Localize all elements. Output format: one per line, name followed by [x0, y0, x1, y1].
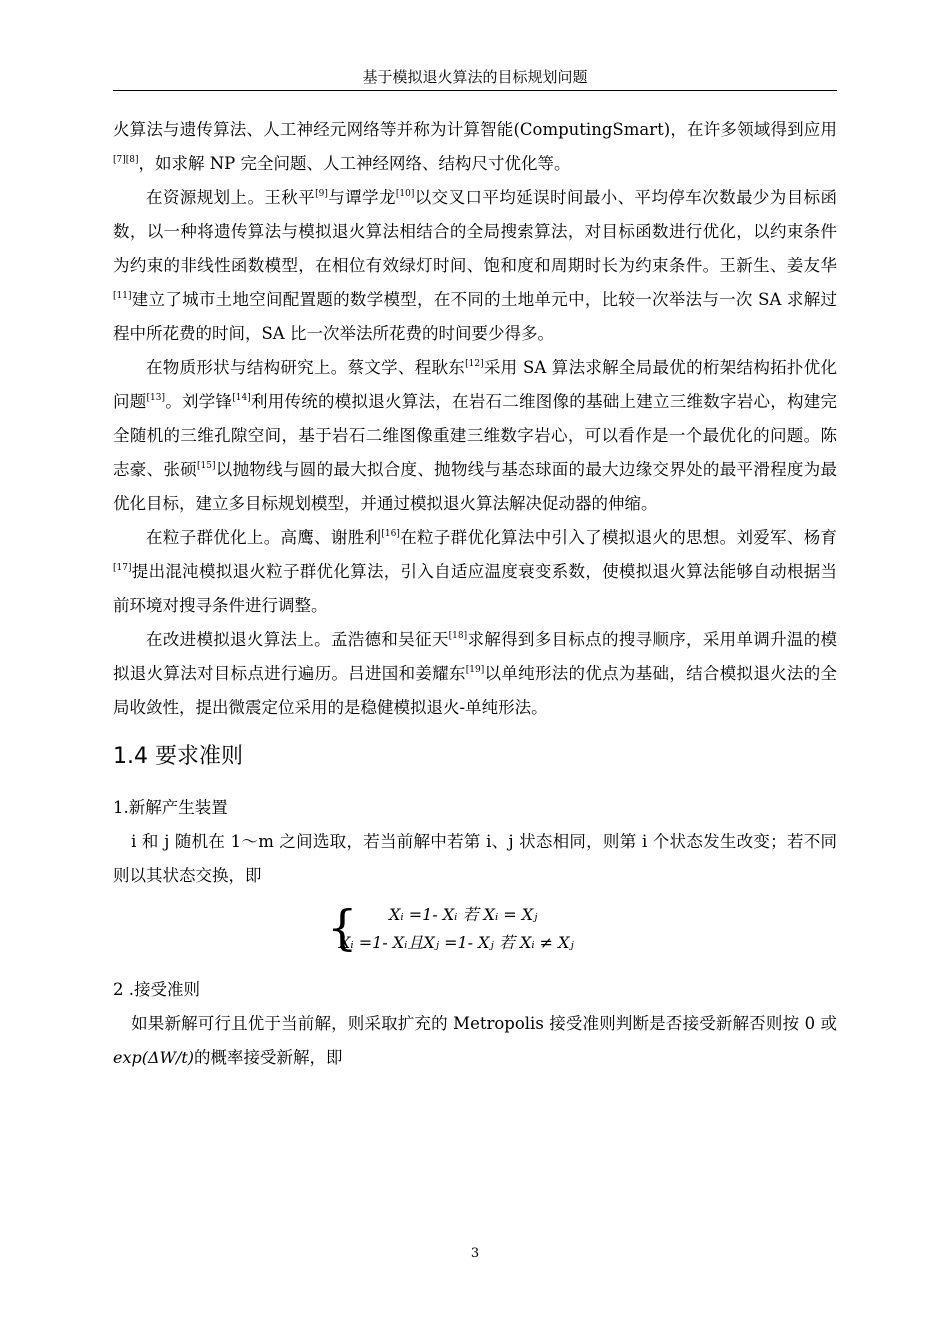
paragraph-text: 以抛物线与圆的最大拟合度、抛物线与基态球面的最大边缘交界处的最平滑程度为最优化目标，建立多目标规划模型，并通过模拟退火算法解决促动器的伸缩。 [113, 460, 838, 513]
page-number: 3 [470, 1246, 480, 1261]
paragraph-text: 在粒子群优化上。高鹰、谢胜利 [146, 528, 382, 547]
running-header: 基于模拟退火算法的目标规划问题 [362, 68, 588, 86]
formula-line-2: Xᵢ =1- Xᵢ且Xⱼ =1- Xⱼ 若 Xᵢ ≠ Xⱼ [339, 933, 574, 952]
citation: [18] [448, 631, 468, 641]
paragraph-text: 的概率接受新解，即 [194, 1048, 343, 1067]
paragraph-intro [113, 113, 837, 181]
paragraph-text: 求解得到多目标点的搜寻顺序，采用单调升温的模拟退火算法对目标点进行遍历。吕进国和姜耀东 [113, 630, 838, 683]
paragraph-resource-planning [113, 181, 837, 351]
citation: [7][8] [113, 155, 139, 165]
paragraph-text: 以单纯形法的优点为基础，结合模拟退火法的全局收敛性，提出微震定位采用的是稳健模拟退火-单纯形法。 [113, 664, 838, 717]
formula-line-1: Xᵢ =1- Xᵢ 若 Xᵢ = Xⱼ [389, 905, 538, 924]
citation: [14] [232, 393, 251, 403]
paragraph-text: 建立了城市土地空间配置题的数学模型，在不同的土地单元中，比较一次举法与一次 SA 求解过程中所花费的时间，SA 比一次举法所花费的时间要少得多。 [113, 290, 837, 343]
citation: [12] [465, 359, 484, 369]
citation: [11] [113, 291, 132, 301]
citation: [16] [381, 529, 400, 539]
item-title-new-solution: 1.新解产生装置 [113, 798, 228, 817]
paragraph-particle-swarm [113, 521, 837, 623]
paragraph-text: 提出混沌模拟退火粒子群优化算法，引入自适应温度衰变系数，使模拟退火算法能够自动根据当前环境对搜寻条件进行调整。 [113, 562, 837, 615]
citation: [13] [146, 393, 165, 403]
paragraph-improved-sa [113, 623, 837, 725]
item-title-acceptance: 2 .接受准则 [113, 980, 200, 999]
header-rule [113, 90, 837, 91]
paragraph-text: 与谭学龙 [327, 188, 396, 207]
paragraph-text: 以交叉口平均延误时间最小、平均停车次数最少为目标函数，以一种将遗传算法与模拟退火算法相结合的全局搜索算法，对目标函数进行优化，以约束条件为约束的非线性函数模型，在相位有效绿灯时间、饱和度和周期时长为约束条件。王新生、姜友华 [113, 188, 838, 275]
document-body [113, 113, 837, 1075]
citation: [9] [315, 189, 328, 199]
paragraph-text: 利用传统的模拟退火算法，在岩石二维图像的基础上建立三维数字岩心，构建完全随机的三维孔隙空间，基于岩石二维图像重建三维数字岩心，可以看作是一个最优化的问题。陈志豪、张硕 [113, 392, 838, 479]
paragraph-material-structure [113, 351, 837, 521]
paragraph-text: 火算法与遗传算法、人工神经元网络等并称为计算智能(ComputingSmart)，在许多领域得到应用 [113, 120, 837, 139]
formula-brace: { [327, 900, 358, 956]
paragraph-text: 在改进模拟退火算法上。孟浩德和吴征天 [146, 630, 449, 649]
item-text-new-solution: i 和 j 随机在 1～m 之间选取，若当前解中若第 i、j 状态相同，则第 i 个状态发生改变；若不同则以其状态交换，即 [113, 832, 837, 885]
section-heading: 1.4 要求准则 [113, 744, 243, 769]
paragraph-text: 如果新解可行且优于当前解，则采取扩充的 Metropolis 接受准则判断是否接受新解否则按 0 或 [131, 1014, 837, 1033]
citation: [19] [465, 665, 485, 675]
acceptance-probability-expression: exp(ΔW/t) [113, 1048, 195, 1067]
paragraph-text: 在资源规划上。王秋平 [146, 188, 316, 207]
item-text-acceptance [113, 1007, 837, 1075]
citation: [15] [197, 461, 216, 471]
state-update-formula [113, 899, 837, 961]
paragraph-text: 采用 SA 算法求解全局最优的桁架结构拓扑优化问题 [113, 358, 837, 411]
paragraph-text: 在物质形状与结构研究上。蔡文学、程耿东 [146, 358, 466, 377]
citation: [10] [395, 189, 415, 199]
paragraph-text: 在粒子群优化算法中引入了模拟退火的思想。刘爱军、杨育 [399, 528, 838, 547]
paragraph-text: 。刘学锋 [165, 392, 233, 411]
citation: [17] [113, 563, 132, 573]
paragraph-text: ，如求解 NP 完全问题、人工神经网络、结构尺寸优化等。 [138, 154, 571, 173]
